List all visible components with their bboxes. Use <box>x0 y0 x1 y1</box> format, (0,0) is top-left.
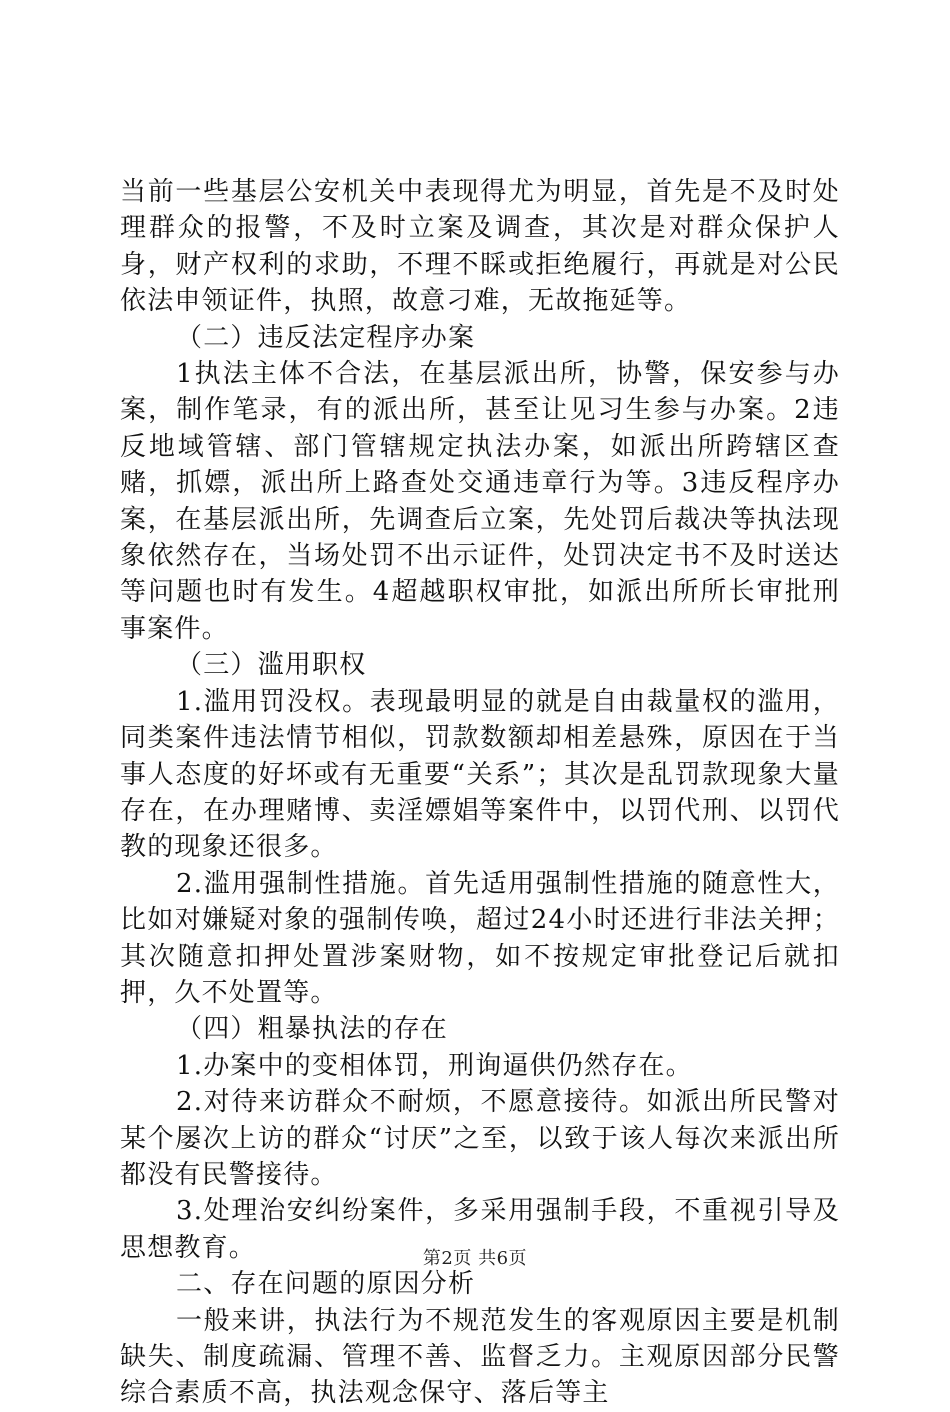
paragraph-1: 当前一些基层公安机关中表现得尤为明显，首先是不及时处理群众的报警，不及时立案及调查，其次是对群众保护人身，财产权利的求助，不理不睬或拒绝履行，再就是对公民依法申领证件，执照，故意刁难，无故拖延等。 <box>120 177 840 317</box>
paragraph-6: 2.滥用强制性措施。首先适用强制性措施的随意性大，比如对嫌疑对象的强制传唤，超过24小时还进行非法关押；其次随意扣押处置涉案财物，如不按规定审批登记后就扣押，久不处置等。 <box>120 868 840 1008</box>
section-heading-4: （四）粗暴执法的存在 <box>176 1014 449 1045</box>
section-heading-cause-analysis: 二、存在问题的原因分析 <box>176 1269 476 1300</box>
page-number-footer: 第2页 共6页 <box>422 1248 528 1269</box>
paragraph-12: 一般来讲，执法行为不规范发生的客观原因主要是机制缺失、制度疏漏、管理不善、监督乏力。主观原因部分民警综合素质不高，执法观念保守、落后等主 <box>120 1305 840 1409</box>
paragraph-8: 1.办案中的变相体罚，刑询逼供仍然存在。 <box>176 1050 693 1081</box>
paragraph-10: 3.处理治安纠纷案件，多采用强制手段，不重视引导及思想教育。 <box>120 1196 840 1263</box>
paragraph-9: 2.对待来访群众不耐烦，不愿意接待。如派出所民警对某个屡次上访的群众“讨厌”之至，以致于该人每次来派出所都没有民警接待。 <box>120 1087 840 1190</box>
section-heading-2: （二）违反法定程序办案 <box>176 322 476 353</box>
paragraph-5: 1.滥用罚没权。表现最明显的就是自由裁量权的滥用，同类案件违法情节相似，罚款数额却相差悬殊，原因在于当事人态度的好坏或有无重要“关系”；其次是乱罚款现象大量存在，在办理赌博、卖淫嫖娼等案件中，以罚代刑、以罚代教的现象还很多。 <box>120 686 840 863</box>
document-body <box>120 174 840 1412</box>
paragraph-3: 1执法主体不合法，在基层派出所，协警，保安参与办案，制作笔录，有的派出所，甚至让见习生参与办案。2违反地域管辖、部门管辖规定执法办案，如派出所跨辖区查赌，抓嫖，派出所上路查处交通违章行为等。3违反程序办案，在基层派出所，先调查后立案，先处罚后裁决等执法现象依然存在，当场处罚不出示证件，处罚决定书不及时送达等问题也时有发生。4超越职权审批，如派出所所长审批刑事案件。 <box>120 359 840 644</box>
section-heading-3: （三）滥用职权 <box>176 650 367 681</box>
